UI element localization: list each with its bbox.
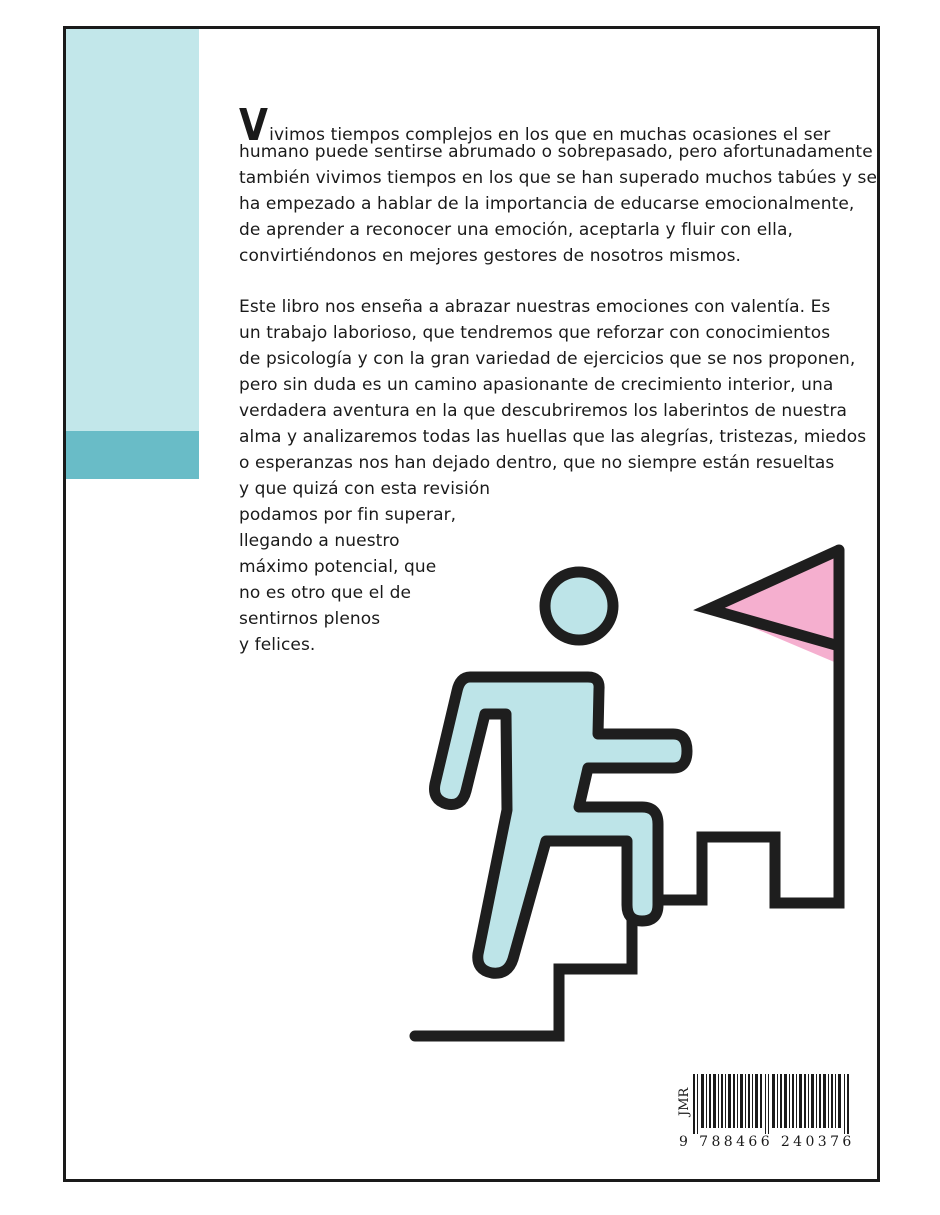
barcode-bars bbox=[693, 1074, 851, 1134]
paragraph-1-line: humano puede sentirse abrumado o sobrepasado, pero afortunadamente bbox=[239, 142, 873, 162]
paragraph-2-line: Este libro nos enseña a abrazar nuestras emociones con valentía. Es bbox=[239, 297, 831, 317]
paragraph-1-line: ha empezado a hablar de la importancia de educarse emocionalmente, bbox=[239, 194, 855, 214]
paragraph-1-line: de aprender a reconocer una emoción, aceptarla y fluir con ella, bbox=[239, 220, 793, 240]
paragraph-1-line: convirtiéndonos en mejores gestores de nosotros mismos. bbox=[239, 246, 742, 266]
paragraph-2-line: de psicología y con la gran variedad de ejercicios que se nos proponen, bbox=[239, 349, 856, 369]
paragraph-2-line: llegando a nuestro bbox=[239, 531, 400, 551]
paragraph-2-line: no es otro que el de bbox=[239, 583, 412, 603]
barcode bbox=[675, 1072, 855, 1156]
paragraph-2-line: y que quizá con esta revisión bbox=[239, 479, 491, 499]
paragraph-2-line: o esperanzas nos han dejado dentro, que no siempre están resueltas bbox=[239, 453, 835, 473]
drop-cap: V bbox=[239, 100, 269, 151]
paragraph-2-line: máximo potencial, que bbox=[239, 557, 437, 577]
paragraph-2-line: y felices. bbox=[239, 635, 316, 655]
first-line-text: ivimos tiempos complejos en los que en muchas ocasiones el ser bbox=[269, 125, 831, 145]
paragraph-1-line: también vivimos tiempos en los que se han superado muchos tabúes y se bbox=[239, 168, 878, 188]
flag-icon bbox=[709, 550, 839, 664]
barcode-digits: 9 788466 240376 bbox=[679, 1134, 855, 1150]
paragraph-2-line: sentirnos plenos bbox=[239, 609, 381, 629]
climbing-illustration bbox=[66, 29, 877, 1179]
paragraph-2-line: un trabajo laborioso, que tendremos que reforzar con conocimientos bbox=[239, 323, 831, 343]
paragraph-2-line: pero sin duda es un camino apasionante de crecimiento interior, una bbox=[239, 375, 834, 395]
back-cover bbox=[63, 26, 880, 1182]
paragraph-2-line: alma y analizaremos todas las huellas que las alegrías, tristezas, miedos bbox=[239, 427, 867, 447]
barcode-vendor: JMR bbox=[677, 1087, 692, 1116]
climbing-figure-icon bbox=[435, 572, 688, 973]
paragraph-2-line: podamos por fin superar, bbox=[239, 505, 457, 525]
paragraph-2-line: verdadera aventura en la que descubriremos los laberintos de nuestra bbox=[239, 401, 848, 421]
